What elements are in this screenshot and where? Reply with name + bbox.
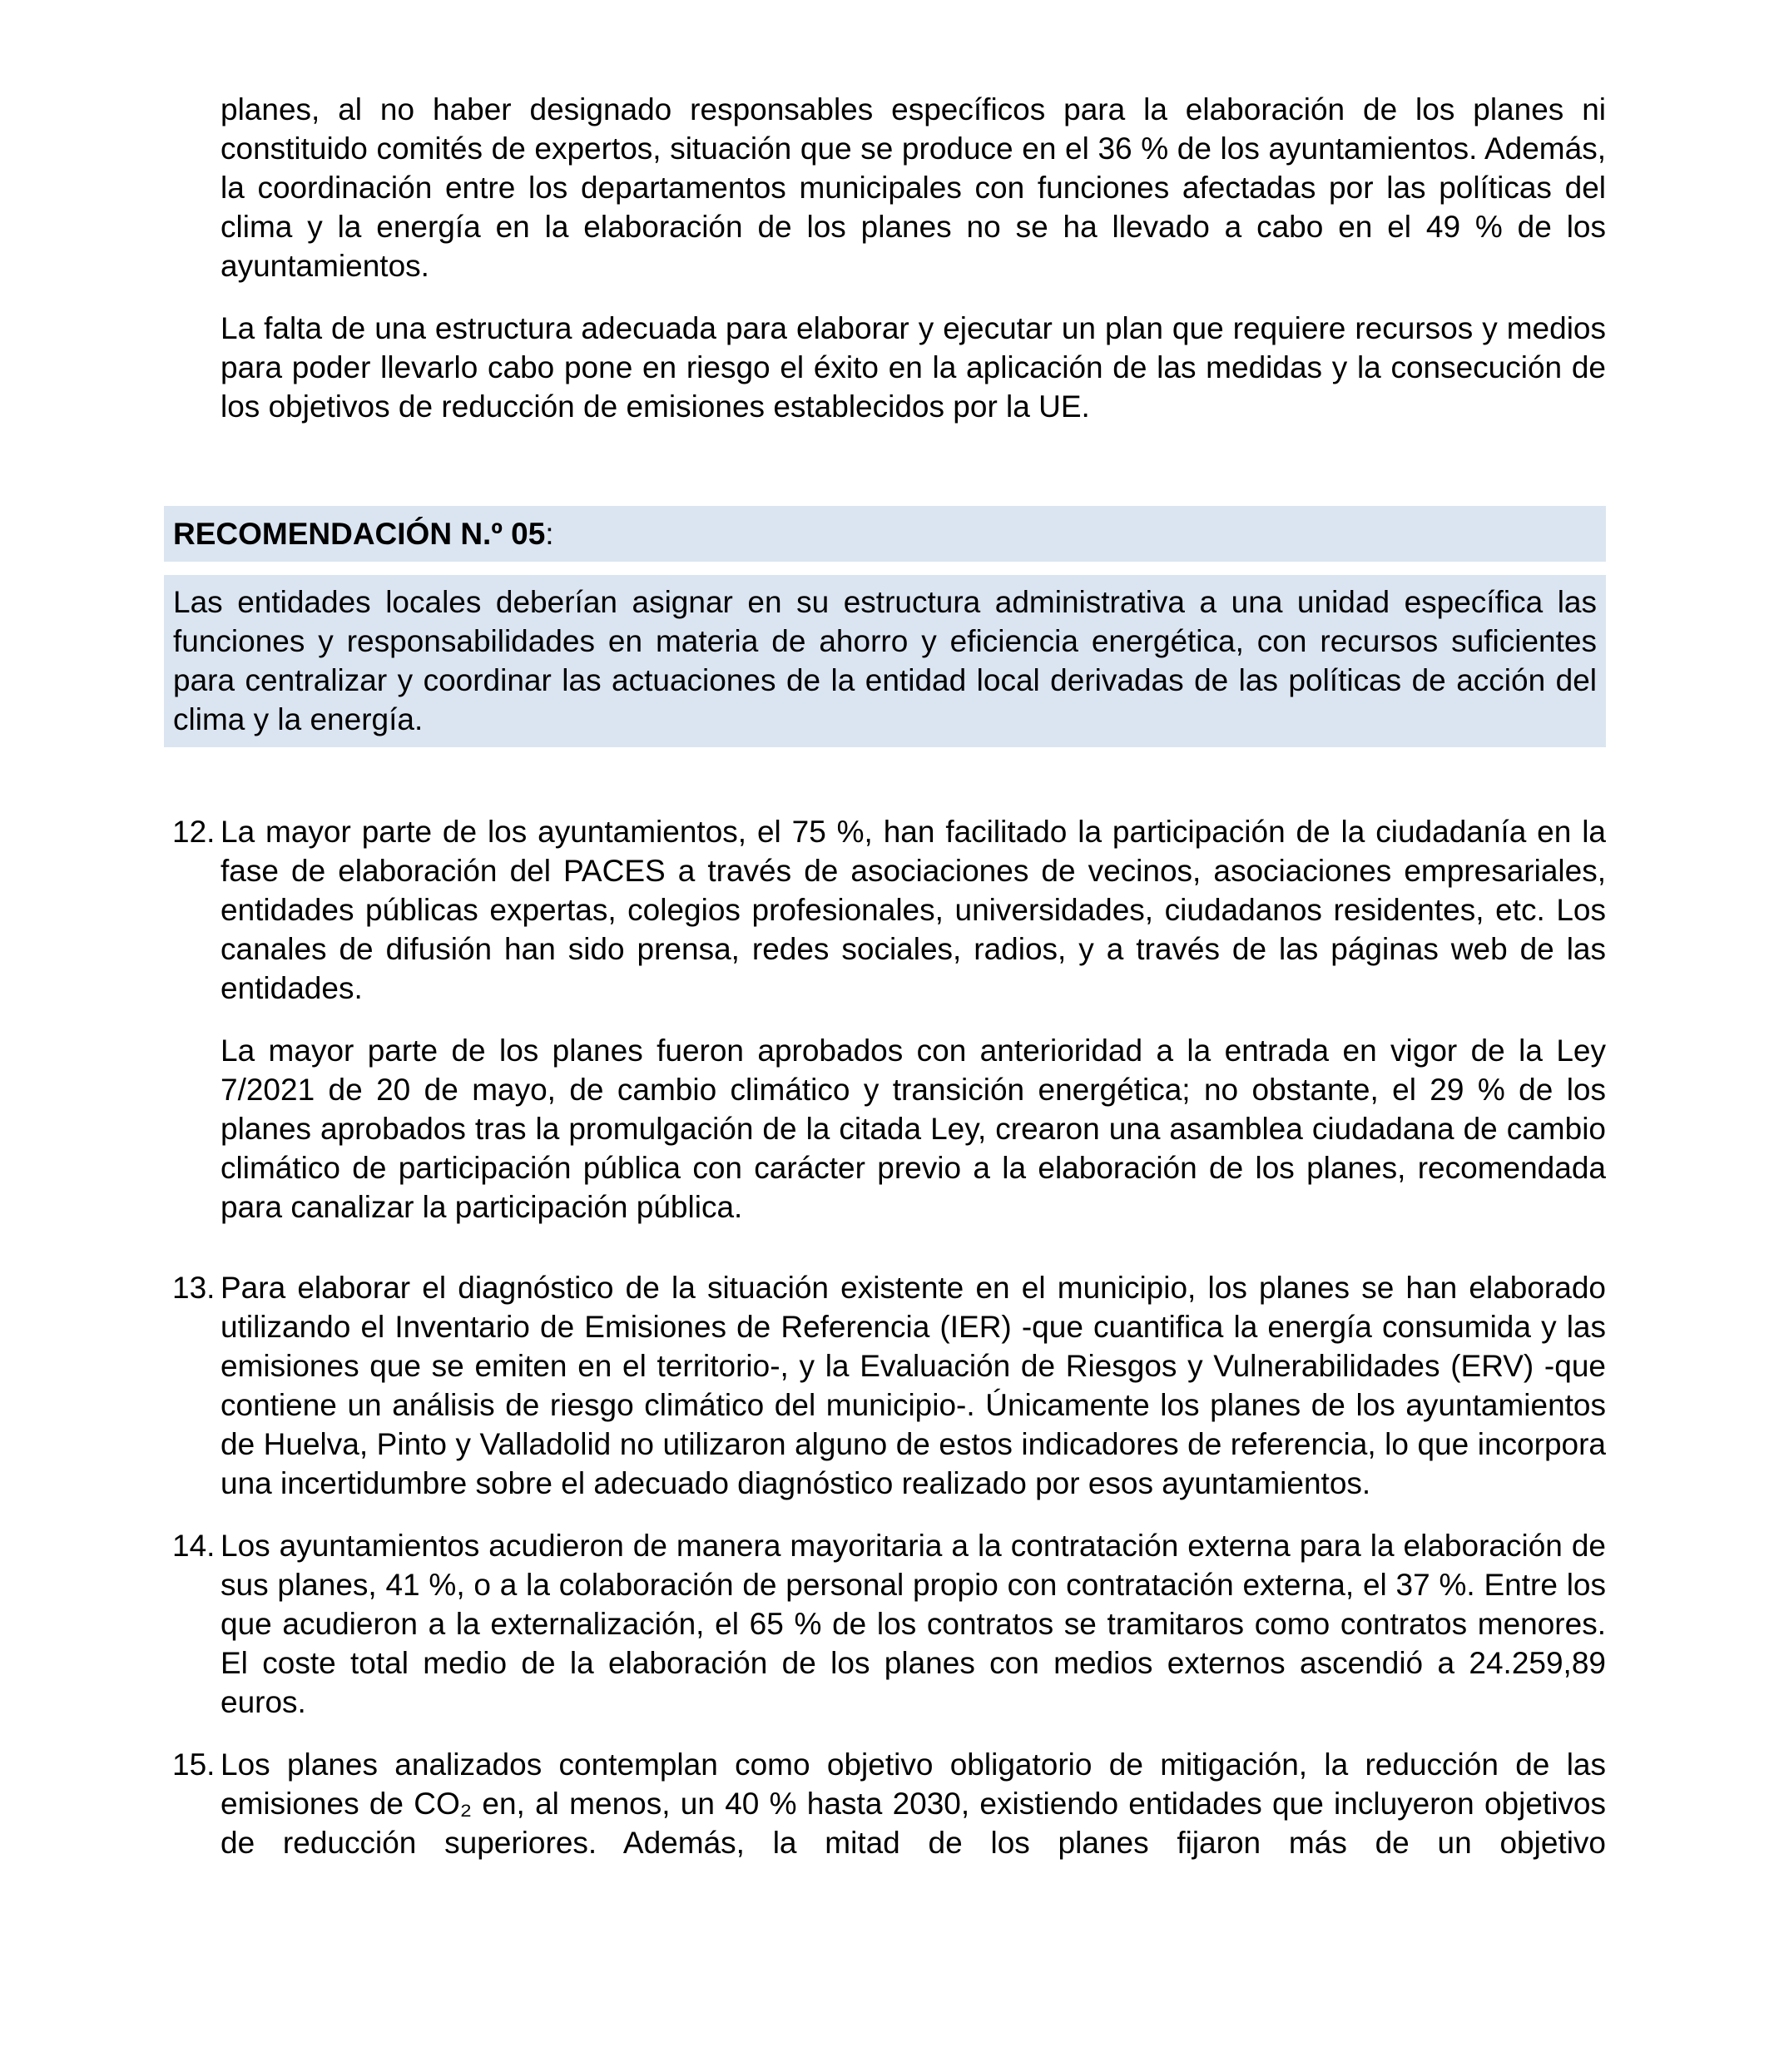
recommendation-label: RECOMENDACIÓN N.º 05 — [173, 517, 546, 551]
recommendation-body: Las entidades locales deberían asignar en su estructura administrativa a una unidad específica las funciones y responsabilidades en materia de ahorro y eficiencia energética, con recursos suficientes para centralizar y coordinar las actuaciones de la entidad local derivadas de las políticas de acción del clima y la energía. — [164, 575, 1606, 747]
item-number: 15. — [172, 1747, 216, 1782]
item-number: 12. — [172, 815, 216, 849]
item-number: 13. — [172, 1271, 216, 1305]
list-item-15 — [164, 1745, 1606, 1862]
list-item-12 — [164, 812, 1606, 1227]
item-body — [221, 1268, 1606, 1503]
recommendation-colon: : — [545, 517, 554, 551]
item-body — [221, 1526, 1606, 1722]
intro-paragraph: La falta de una estructura adecuada para elaborar y ejecutar un plan que requiere recursos y medios para poder llevarlo cabo pone en riesgo el éxito en la aplicación de las medidas y la consecución de los objetivos de reducción de emisiones establecidos por la UE. — [221, 311, 1606, 424]
item-paragraph: La mayor parte de los planes fueron aprobados con anterioridad a la entrada en vigor de la Ley 7/2021 de 20 de mayo, de cambio climático y transición energética; no obstante, el 29 % de los planes aprobados tras la promulgación de la citada Ley, crearon una asamblea ciudadana de cambio climático de participación pública con carácter previo a la elaboración de los planes, recomendada para canalizar la participación pública. — [221, 1034, 1606, 1224]
list-item-13 — [164, 1268, 1606, 1503]
recommendation-box — [164, 506, 1606, 747]
item-paragraph: La mayor parte de los ayuntamientos, el 75 %, han facilitado la participación de la ciudadanía en la fase de elaboración del PACES a través de asociaciones de vecinos, asociaciones empresariales, entidades públicas expertas, colegios profesionales, universidades, ciudadanos residentes, etc. Los canales de difusión han sido prensa, redes sociales, radios, y a través de las páginas web de las entidades. — [221, 815, 1606, 1005]
list-item-14 — [164, 1526, 1606, 1722]
item-body — [221, 812, 1606, 1227]
recommendation-title — [164, 506, 1606, 562]
item-body — [221, 1745, 1606, 1862]
item-paragraph: Para elaborar el diagnóstico de la situación existente en el municipio, los planes se han elaborado utilizando el Inventario de Emisiones de Referencia (IER) -que cuantifica la energía consumida y las emisiones que se emiten en el territorio-, y la Evaluación de Riesgos y Vulnerabilidades (ERV) -que contiene un análisis de riesgo climático del municipio-. Únicamente los planes de los ayuntamientos de Huelva, Pinto y Valladolid no utilizaron alguno de estos indicadores de referencia, lo que incorpora una incertidumbre sobre el adecuado diagnóstico realizado por esos ayuntamientos. — [221, 1271, 1606, 1500]
item-number: 14. — [172, 1529, 216, 1563]
intro-paragraph: planes, al no haber designado responsables específicos para la elaboración de los planes ni constituido comités de expertos, situación que se produce en el 36 % de los ayuntamientos. Además, la coordinación entre los departamentos municipales con funciones afectadas por las políticas del clima y la energía en la elaboración de los planes no se ha llevado a cabo en el 49 % de los ayuntamientos. — [221, 92, 1606, 283]
item-paragraph: Los planes analizados contemplan como objetivo obligatorio de mitigación, la reducción de las emisiones de CO₂ en, al menos, un 40 % hasta 2030, existiendo entidades que incluyeron objetivos de reducción superiores. Además, la mitad de los planes fijaron más de un objetivo — [221, 1747, 1606, 1860]
item-paragraph: Los ayuntamientos acudieron de manera mayoritaria a la contratación externa para la elaboración de sus planes, 41 %, o a la colaboración de personal propio con contratación externa, el 37 %. Entre los que acudieron a la externalización, el 65 % de los contratos se tramitaros como contratos menores. El coste total medio de la elaboración de los planes con medios externos ascendió a 24.259,89 euros. — [221, 1529, 1606, 1719]
